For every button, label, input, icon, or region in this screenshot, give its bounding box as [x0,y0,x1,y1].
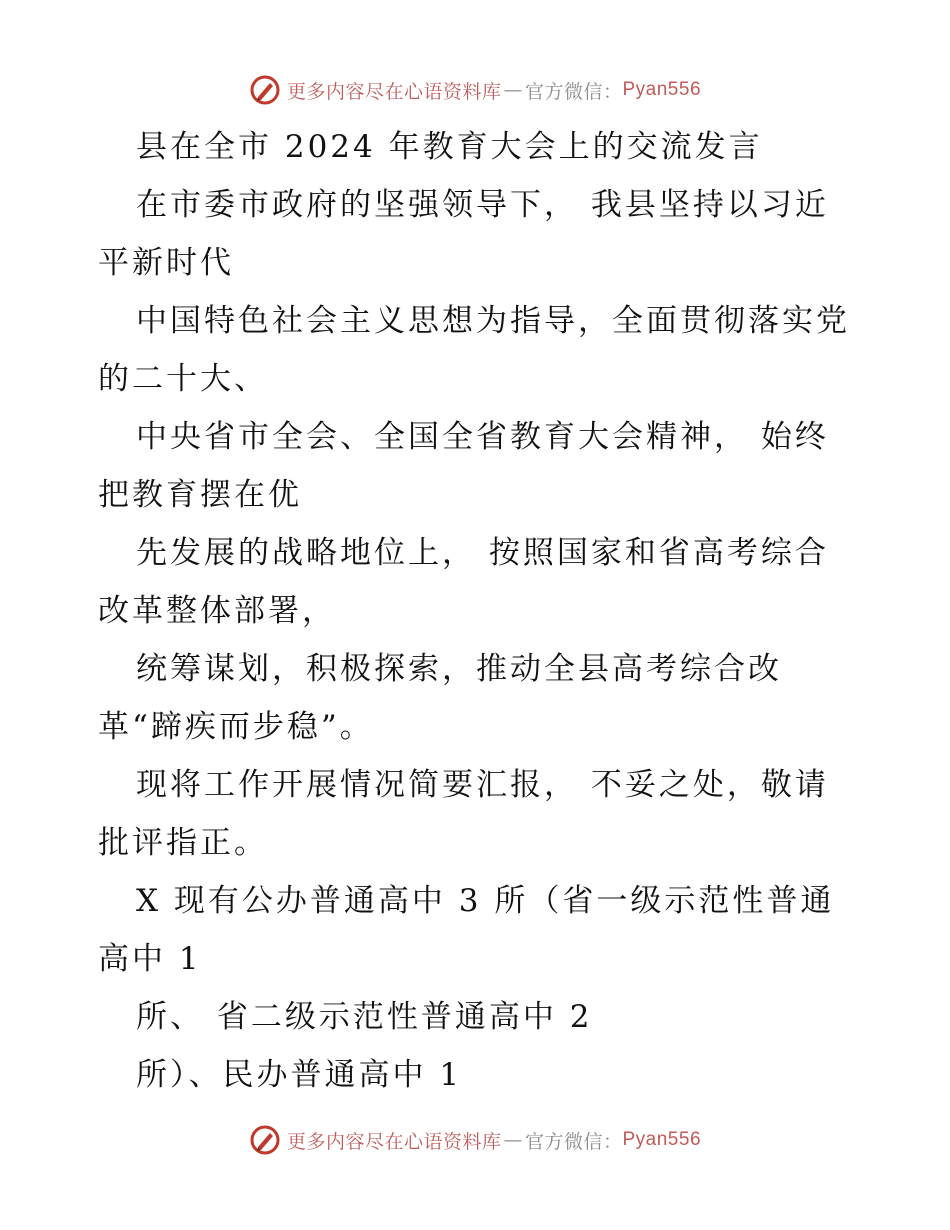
watermark-id: Pyan556 [622,79,702,100]
watermark-title: 更多内容尽在心语资料库 [286,1130,502,1153]
text-line: 改革整体部署， [98,593,336,629]
text-line: 统筹谋划，积极探索，推动全县高考综合改 [136,651,782,687]
pen-logo-icon [249,1124,281,1156]
text-line: 在市委市政府的坚强领导下， 我县坚持以习近 [136,187,829,223]
watermark-title: 更多内容尽在心语资料库 [286,80,502,103]
watermark-label: 官方微信： [524,80,623,103]
header-watermark [0,70,950,110]
text-line: 中央省市全会、全国全省教育大会精神， 始终 [136,419,829,455]
text-line: 把教育摆在优 [98,477,302,513]
text-line: 先发展的战略地位上， 按照国家和省高考综合 [136,535,829,571]
text-line: 革“蹄疾而步稳”。 [98,709,374,745]
text-line: 现将工作开展情况简要汇报， 不妥之处，敬请 [136,767,829,803]
watermark-dash: — [503,79,523,101]
text-line: 批评指正。 [98,825,268,861]
text-line: 平新时代 [98,245,234,281]
text-line: X 现有公办普通高中 3 所（省一级示范性普通 [136,883,835,919]
text-line: 所）、民办普通高中 1 [136,1057,463,1093]
text-line: 中国特色社会主义思想为指导，全面贯彻落实党 [136,303,850,339]
watermark-dash: — [503,1129,523,1151]
text-line: 县在全市 2024 年教育大会上的交流发言 [136,129,763,165]
text-line: 高中 1 [98,941,202,977]
footer-watermark [0,1120,950,1160]
text-line: 所、 省二级示范性普通高中 2 [136,999,593,1035]
text-line: 的二十大、 [98,361,268,397]
pen-logo-icon [249,74,281,106]
watermark-id: Pyan556 [622,1129,702,1150]
watermark-label: 官方微信： [524,1130,623,1153]
document-body [98,118,868,1104]
